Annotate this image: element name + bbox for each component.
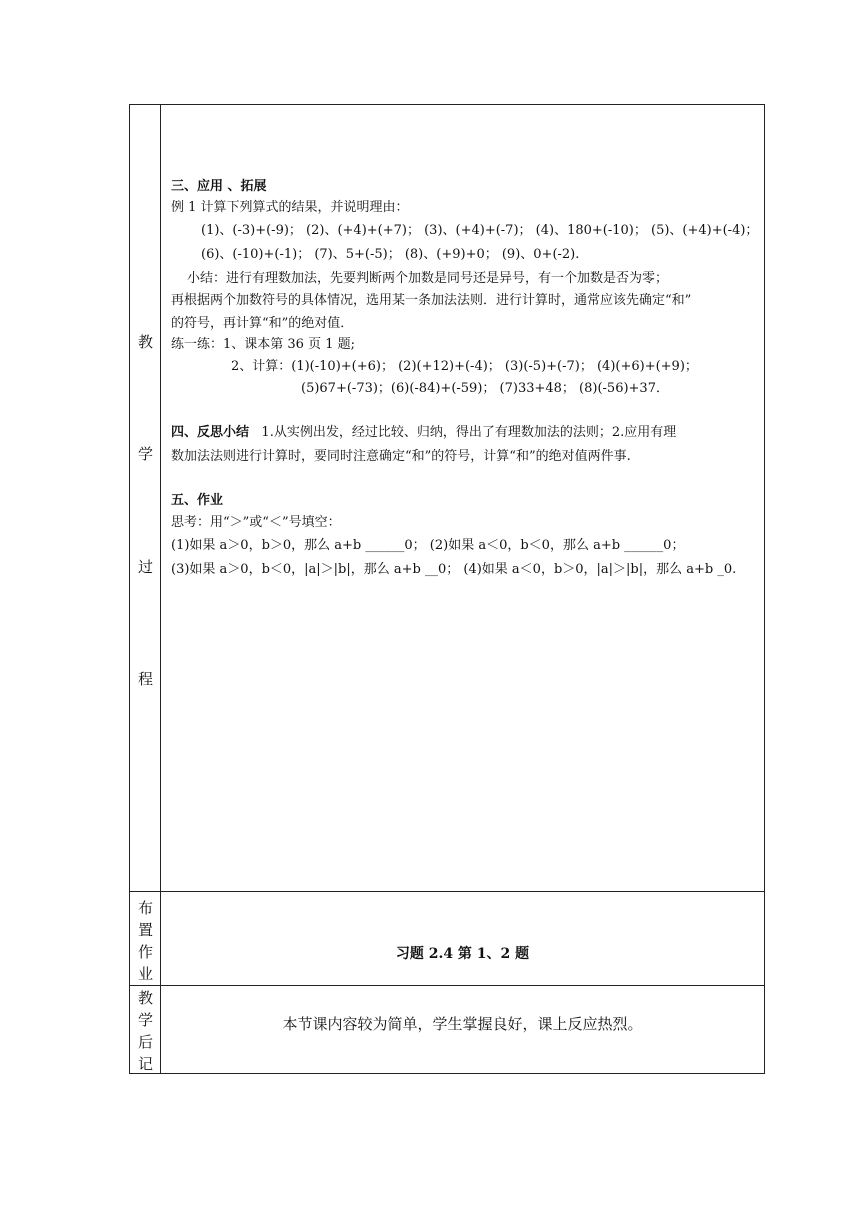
example-line: (6)、(-10)+(-1)； (7)、5+(-5)； (8)、(+9)+0； (9)、0+(-2).	[201, 247, 580, 262]
summary-line: 再根据两个加数符号的具体情况，选用某一条加法法则．进行计算时，通常应该先确定“和”	[171, 293, 692, 308]
label-char: 作	[137, 943, 153, 961]
question-line: (3)如果 a＞0，b＜0，|a|＞|b|，那么 a+b __0； (4)如果 a＜0，b＞0，|a|＞|b|，那么 a+b _0.	[171, 562, 737, 577]
reflection-text-line: 数加法法则进行计算时，要同时注意确定“和”的符号，计算“和”的绝对值两件事.	[171, 449, 631, 464]
label-char: 业	[137, 965, 153, 983]
reflection-summary-line	[171, 423, 676, 443]
summary-line: 小结：进行有理数加法，先要判断两个加数是同号还是异号，有一个加数是否为零；	[187, 271, 669, 286]
section-heading-apply: 三、应用 、拓展	[171, 179, 267, 194]
teaching-process-content	[161, 105, 764, 891]
reflection-text: 本节课内容较为简单，学生掌握良好，课上反应热烈。	[282, 1015, 643, 1033]
practice-line: (5)67+(-73)；(6)(-84)+(-59)； (7)33+48； (8)(-56)+37．	[301, 381, 669, 396]
question-line: (1)如果 a＞0，b＞0，那么 a+b ______0； (2)如果 a＜0，b＜0，那么 a+b ______0；	[171, 538, 685, 553]
summary-line: 的符号，再计算“和”的绝对值．	[171, 316, 354, 331]
homework-label	[130, 892, 161, 985]
lesson-plan-table	[129, 104, 765, 1074]
example-intro: 例 1 计算下列算式的结果，并说明理由：	[171, 200, 409, 215]
practice-line: 2、计算：(1)(-10)+(+6)； (2)(+12)+(-4)； (3)(-5)+(-7)； (4)(+6)+(+9)；	[231, 359, 698, 374]
label-char: 学	[137, 445, 153, 463]
reflection-row	[130, 986, 764, 1074]
section-heading-reflect: 四、反思小结	[171, 425, 250, 440]
label-char: 记	[137, 1055, 153, 1073]
reflection-content	[161, 986, 764, 1074]
homework-content	[161, 892, 764, 985]
teaching-process-label	[130, 105, 161, 891]
practice-line: 练一练：1、课本第 36 页 1 题;	[171, 337, 355, 352]
think-prompt: 思考：用“＞”或“＜”号填空：	[171, 515, 341, 530]
label-char: 布	[137, 899, 153, 917]
label-char: 学	[137, 1011, 153, 1029]
label-char: 教	[137, 989, 153, 1007]
label-char: 程	[137, 670, 153, 688]
homework-row	[130, 892, 764, 986]
teaching-process-row	[130, 105, 764, 892]
label-char: 后	[137, 1033, 153, 1051]
label-char: 过	[137, 558, 153, 576]
section-heading-homework: 五、作业	[171, 493, 224, 508]
label-char: 置	[137, 921, 153, 939]
label-char: 教	[137, 333, 153, 351]
reflection-text: 1.从实例出发，经过比较、归纳，得出了有理数加法的法则；2.应用有理	[261, 425, 677, 440]
example-line: (1)、(-3)+(-9)； (2)、(+4)+(+7)； (3)、(+4)+(-7)； (4)、180+(-10)； (5)、(+4)+(-4)；	[201, 223, 759, 238]
reflection-label	[130, 986, 161, 1074]
homework-text: 习题 2.4 第 1、2 题	[395, 946, 530, 962]
